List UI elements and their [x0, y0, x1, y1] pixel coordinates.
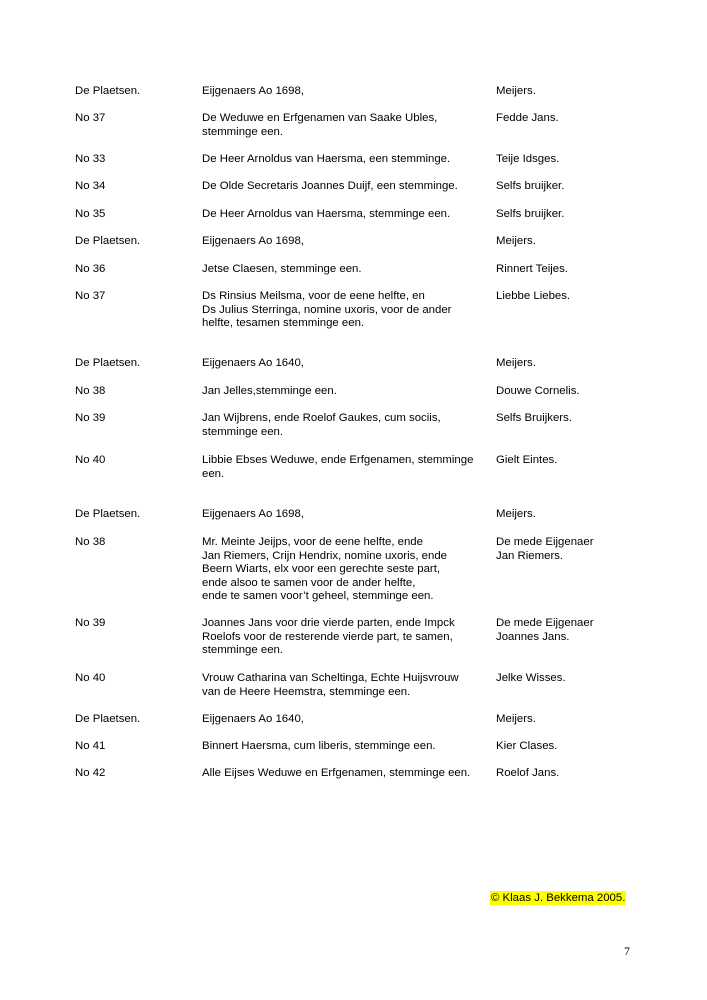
owner-cell: Eijgenaers Ao 1698, [202, 508, 304, 520]
tenant-cell: Liebbe Liebes. [496, 290, 571, 302]
place-cell: No 35 [75, 208, 106, 220]
owner-cell: Mr. Meinte Jeijps, voor de eene helfte, ende Jan Riemers, Crijn Hendrix, nomine uxoris, ende Beern Wiarts, elx voor een gerechte seste part, ende alsoo te samen voor de ander helfte, ende te samen voor’t geheel, stemminge een. [202, 536, 447, 603]
tenant-cell: Fedde Jans. [496, 112, 559, 124]
place-cell: De Plaetsen. [75, 85, 141, 97]
place-cell: No 38 [75, 536, 106, 548]
tenant-cell: Meijers. [496, 85, 536, 97]
place-cell: No 40 [75, 672, 106, 684]
owner-cell: Vrouw Catharina van Scheltinga, Echte Huijsvrouw van de Heere Heemstra, stemminge een. [202, 672, 459, 698]
owner-cell: Jan Jelles,stemminge een. [202, 385, 337, 397]
owner-cell: Joannes Jans voor drie vierde parten, ende Impck Roelofs voor de resterende vierde part, te samen, stemminge een. [202, 617, 455, 657]
place-cell: No 33 [75, 153, 106, 165]
tenant-cell: Meijers. [496, 357, 536, 369]
owner-cell: Ds Rinsius Meilsma, voor de eene helfte, en Ds Julius Sterringa, nomine uxoris, voor de ander helfte, tesamen stemminge een. [202, 290, 452, 330]
owner-cell: De Olde Secretaris Joannes Duijf, een stemminge. [202, 180, 458, 192]
owner-cell: Eijgenaers Ao 1640, [202, 713, 304, 725]
tenant-cell: Selfs bruijker. [496, 180, 565, 192]
tenant-cell: De mede Eijgenaer Joannes Jans. [496, 617, 594, 643]
owner-cell: Eijgenaers Ao 1640, [202, 357, 304, 369]
place-cell: No 37 [75, 112, 106, 124]
place-cell: No 39 [75, 412, 106, 424]
tenant-cell: Douwe Cornelis. [496, 385, 580, 397]
place-cell: No 36 [75, 263, 106, 275]
tenant-cell: Rinnert Teijes. [496, 263, 568, 275]
place-cell: No 39 [75, 617, 106, 629]
tenant-cell: De mede Eijgenaer Jan Riemers. [496, 536, 594, 562]
tenant-cell: Selfs bruijker. [496, 208, 565, 220]
tenant-cell: Meijers. [496, 235, 536, 247]
page-number: 7 [624, 944, 630, 958]
place-cell: No 41 [75, 740, 106, 752]
tenant-cell: Gielt Eintes. [496, 454, 558, 466]
place-cell: De Plaetsen. [75, 508, 141, 520]
owner-cell: Jan Wijbrens, ende Roelof Gaukes, cum sociis, stemminge een. [202, 412, 441, 438]
place-cell: De Plaetsen. [75, 357, 141, 369]
place-cell: No 40 [75, 454, 106, 466]
owner-cell: Alle Eijses Weduwe en Erfgenamen, stemminge een. [202, 767, 471, 779]
owner-cell: Eijgenaers Ao 1698, [202, 235, 304, 247]
tenant-cell: Selfs Bruijkers. [496, 412, 572, 424]
copyright-notice: © Klaas J. Bekkema 2005. [491, 892, 626, 904]
place-cell: No 38 [75, 385, 106, 397]
place-cell: De Plaetsen. [75, 713, 141, 725]
place-cell: De Plaetsen. [75, 235, 141, 247]
owner-cell: De Heer Arnoldus van Haersma, een stemminge. [202, 153, 451, 165]
place-cell: No 34 [75, 180, 106, 192]
tenant-cell: Jelke Wisses. [496, 672, 566, 684]
tenant-cell: Meijers. [496, 508, 536, 520]
owner-cell: Eijgenaers Ao 1698, [202, 85, 304, 97]
tenant-cell: Roelof Jans. [496, 767, 560, 779]
owner-cell: Binnert Haersma, cum liberis, stemminge een. [202, 740, 436, 752]
tenant-cell: Meijers. [496, 713, 536, 725]
owner-cell: Libbie Ebses Weduwe, ende Erfgenamen, stemminge een. [202, 454, 474, 480]
tenant-cell: Kier Clases. [496, 740, 558, 752]
owner-cell: Jetse Claesen, stemminge een. [202, 263, 362, 275]
place-cell: No 37 [75, 290, 106, 302]
owner-cell: De Weduwe en Erfgenamen van Saake Ubles, stemminge een. [202, 112, 438, 138]
tenant-cell: Teije Idsges. [496, 153, 560, 165]
place-cell: No 42 [75, 767, 106, 779]
owner-cell: De Heer Arnoldus van Haersma, stemminge een. [202, 208, 451, 220]
